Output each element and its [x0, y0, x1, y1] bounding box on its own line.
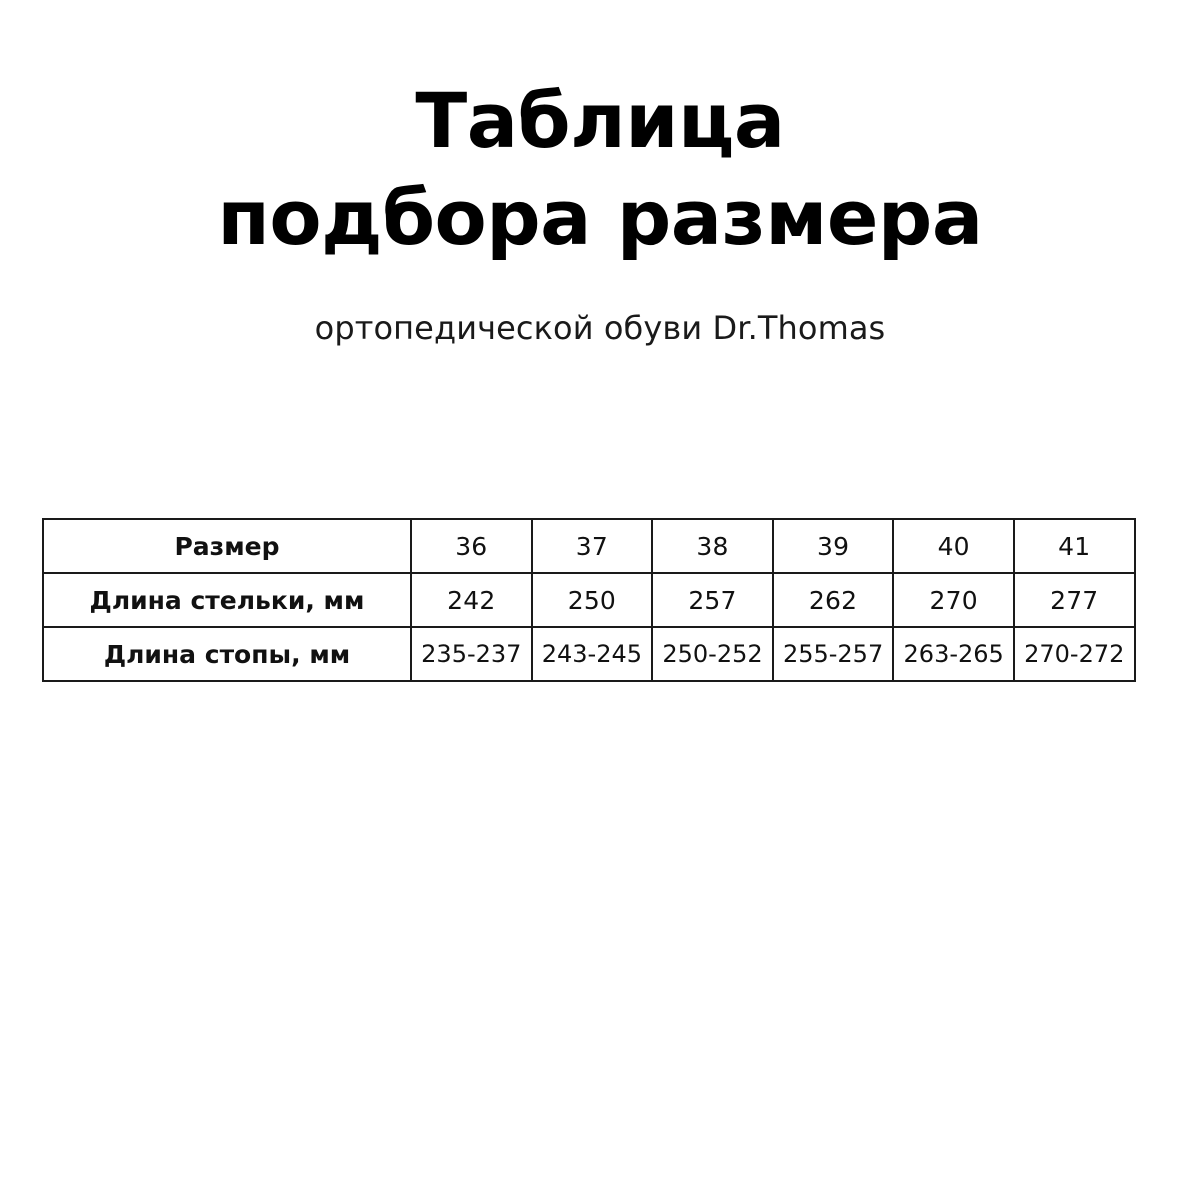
cell-foot-37: 243-245 [532, 627, 653, 681]
cell-insole-40: 270 [893, 573, 1014, 627]
page-subtitle: ортопедической обуви Dr.Thomas [314, 308, 886, 347]
cell-insole-37: 250 [532, 573, 653, 627]
cell-size-39: 39 [773, 519, 894, 573]
page-title-line-1: Таблица [415, 76, 785, 165]
row-header-insole-length: Длина стельки, мм [43, 573, 411, 627]
table-row [43, 573, 1135, 627]
cell-size-40: 40 [893, 519, 1014, 573]
cell-size-37: 37 [532, 519, 653, 573]
cell-foot-36: 235-237 [411, 627, 532, 681]
cell-size-36: 36 [411, 519, 532, 573]
table-row [43, 627, 1135, 681]
cell-insole-39: 262 [773, 573, 894, 627]
cell-foot-41: 270-272 [1014, 627, 1135, 681]
header-block [0, 0, 1200, 347]
page-title [95, 72, 1105, 267]
cell-foot-40: 263-265 [893, 627, 1014, 681]
row-header-size: Размер [43, 519, 411, 573]
cell-foot-38: 250-252 [652, 627, 773, 681]
cell-insole-38: 257 [652, 573, 773, 627]
size-table [42, 518, 1136, 682]
size-table-container [42, 518, 1134, 682]
cell-insole-36: 242 [411, 573, 532, 627]
page-title-line-2: подбора размера [217, 173, 983, 263]
cell-insole-41: 277 [1014, 573, 1135, 627]
cell-foot-39: 255-257 [773, 627, 894, 681]
table-row [43, 519, 1135, 573]
cell-size-41: 41 [1014, 519, 1135, 573]
row-header-foot-length: Длина стопы, мм [43, 627, 411, 681]
cell-size-38: 38 [652, 519, 773, 573]
